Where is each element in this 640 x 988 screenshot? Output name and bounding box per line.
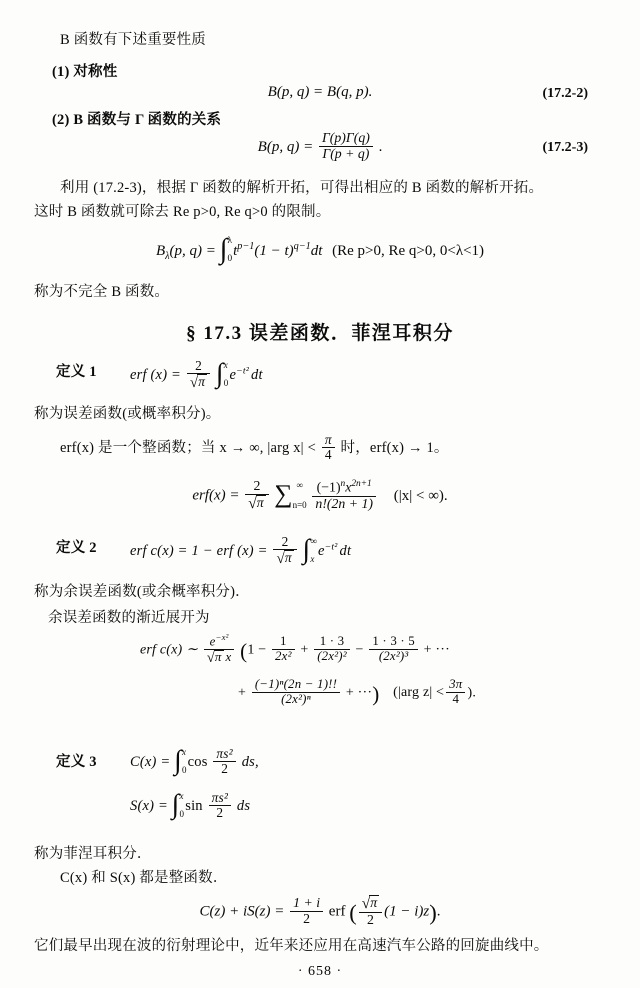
sqrt-icon: √ (276, 551, 285, 568)
incomplete-beta-condition: (Re p>0, Re q>0, 0<λ<1) (332, 243, 485, 260)
fraction-numerator: 3π (449, 676, 463, 691)
fraction-denominator: n!(2n + 1) (312, 496, 376, 512)
fraction-denominator: 2 (209, 805, 231, 820)
integral-lower-limit: 0 (181, 765, 187, 776)
equation-erfc-asymptotic-line2 (238, 678, 476, 708)
paragraph-erf-name: 称为误差函数(或概率积分)。 (34, 406, 221, 422)
integral-sign: ∫ (216, 357, 224, 389)
series-sign-exponent: n (340, 479, 346, 490)
fraction-denominator (204, 649, 235, 666)
integral-upper-limit: λ (227, 236, 232, 246)
equation-beta-gamma-lhs: B(p, q) = (257, 138, 314, 155)
integral-lower-limit: 0 (227, 254, 233, 265)
fresnel-s-lhs: S(x) = (130, 798, 168, 815)
open-paren: ( (240, 639, 248, 664)
series-condition: (|x| < ∞). (393, 487, 448, 504)
page-number: · 658 · (297, 964, 343, 979)
integral-upper-limit: x (223, 360, 228, 371)
asymptotic-term-1 (272, 635, 295, 664)
property-1-label: (1) 对称性 (52, 64, 118, 80)
fraction-denominator: 2 (213, 761, 235, 776)
paragraph-erf-entire-tail: 时，erf(x) → 1。 (340, 440, 449, 457)
asymptotic-minus-1: − (355, 642, 364, 658)
fraction-denominator (187, 373, 210, 390)
series-x: x (345, 479, 352, 495)
asymptotic-term-3 (369, 635, 418, 664)
fraction-denominator: Γ(p + q) (319, 146, 373, 162)
fraction-numerator: 1 + i (293, 894, 321, 910)
definition-2-equation (130, 533, 352, 568)
incomplete-beta-subscript: λ (165, 251, 170, 263)
integrand-t-exponent: p−1 (237, 241, 255, 253)
paragraph-erfc-name: 称为余误差函数(或余概率积分)． (34, 584, 250, 600)
fresnel-argument-fraction (209, 791, 231, 821)
sqrt-radicand: π (256, 494, 264, 510)
integrand-one-minus-t: (1 − t) (254, 243, 294, 260)
fresnel-argument-fraction (213, 747, 235, 777)
definition-3-equation-s (130, 788, 251, 822)
sqrt-icon: √ (361, 895, 371, 912)
integral-sign: ∫ (302, 533, 311, 565)
fraction-numerator: πs² (216, 746, 233, 761)
fraction-numerator: Γ(p)Γ(q) (321, 130, 370, 145)
erfc-prefactor-fraction (273, 535, 296, 567)
integral-lower-limit: x (310, 554, 315, 565)
integrand-dt: dt (251, 367, 263, 384)
equation-beta-gamma-period: . (378, 138, 383, 155)
paragraph-erf-entire (60, 434, 449, 464)
fraction-numerator: π (324, 432, 332, 447)
asymptotic-plus-2: + (238, 685, 247, 701)
summation-upper-limit: ∞ (296, 480, 303, 491)
pi-over-four-fraction (322, 433, 335, 463)
integrand-t: t (233, 243, 238, 260)
asymptotic-term-n (252, 678, 340, 707)
fresnel-c-lhs: C(x) = (130, 754, 171, 771)
erf-function: erf (328, 903, 346, 920)
equation-number-17-2-2: (17.2-2) (542, 86, 588, 101)
fraction-denominator: (2x²)² (314, 649, 350, 664)
definition-1-label: 定义 1 (56, 364, 97, 380)
paragraph-erf-entire-text: erf(x) 是一个整函数；当 x → ∞, |arg x| < (60, 440, 316, 457)
equation-erfc-asymptotic-line1 (140, 634, 450, 667)
incomplete-beta-symbol: B (155, 243, 166, 260)
fresnel-relation-lhs: C(z) + iS(z) = (199, 903, 285, 920)
fresnel-relation-period: . (436, 903, 441, 920)
fraction-numerator (204, 633, 235, 649)
sqrt-radicand: π (198, 374, 206, 390)
integral-lower-limit: 0 (223, 378, 229, 389)
fraction-denominator: (2x²)³ (369, 649, 418, 664)
sine-function: sin (185, 798, 203, 815)
integrand-q-exponent: q−1 (293, 241, 311, 253)
fresnel-relation-argument: (1 − i)z (384, 903, 430, 920)
asymptotic-condition-prefix: (|arg z| < (393, 685, 445, 701)
integral-sign: ∫ (174, 744, 182, 776)
integrand-exponent: −t² (236, 365, 250, 377)
equation-incomplete-beta (0, 234, 640, 266)
fraction-denominator (245, 494, 268, 512)
property-2-label: (2) B 函数与 Γ 函数的关系 (52, 112, 222, 128)
integrand-dt: dt (310, 243, 323, 260)
sqrt-radicand: π (214, 650, 222, 665)
denominator-x: x (225, 650, 232, 665)
asymptotic-condition-suffix: ). (467, 685, 477, 701)
equation-beta-gamma-fraction (319, 131, 373, 162)
sqrt-radicand: π (370, 895, 378, 910)
fraction-denominator: 4 (322, 447, 335, 462)
fraction-numerator: 1 (280, 633, 287, 648)
fraction-denominator: 2 (290, 911, 323, 927)
summation-lower-limit: n=0 (292, 500, 307, 511)
definition-3-equation-c (130, 744, 259, 778)
fraction-numerator: (−1)ⁿ(2n − 1)!! (254, 676, 338, 691)
integral-limits (182, 748, 187, 775)
definition-2-label: 定义 2 (56, 540, 97, 556)
summation-limits (293, 481, 307, 511)
erf-lhs: erf (x) = (130, 367, 182, 384)
paragraph-applications: 它们最早出现在波的衍射理论中，近年来还应用在高速汽车公路的回旋曲线中。 (34, 938, 549, 954)
numerator-e: e (209, 634, 216, 649)
integrand-e: e (229, 367, 237, 384)
fraction-numerator (359, 895, 382, 912)
definition-3-label: 定义 3 (56, 754, 97, 770)
equation-fresnel-erf-relation (0, 896, 640, 929)
definition-1-equation (130, 357, 263, 392)
numerator-exponent: −x² (215, 632, 229, 642)
fraction-numerator (312, 479, 376, 495)
fraction-denominator: 4 (446, 692, 465, 707)
fraction-denominator: 2x² (272, 649, 295, 664)
series-x-exponent: 2n+1 (351, 479, 372, 490)
cosine-function: cos (187, 754, 208, 771)
asymptotic-condition-fraction (446, 678, 465, 707)
close-paren: ) (372, 682, 380, 706)
sqrt-radicand: π (284, 550, 292, 566)
integral-limits (180, 792, 185, 819)
paragraph-fresnel-entire: C(x) 和 S(x) 都是整函数． (60, 870, 228, 886)
integral-upper-limit: x (179, 791, 184, 802)
sqrt-icon: √ (248, 494, 257, 512)
series-sign-base: (−1) (316, 479, 341, 495)
series-term-fraction (312, 479, 376, 511)
one-plus-i-over-two (290, 896, 323, 927)
integral-lower-limit: 0 (179, 809, 185, 820)
asymptotic-lhs: erf c(x) ∼ (140, 642, 199, 658)
section-heading: § 17.3 误差函数．菲涅耳积分 (186, 323, 454, 344)
equation-number-17-2-3: (17.2-3) (542, 140, 588, 155)
asymptotic-ellipsis-1: + ··· (423, 642, 451, 658)
integrand-e: e (317, 543, 325, 560)
intro-line: B 函数有下述重要性质 (60, 32, 206, 48)
erf-series-lhs: erf(x) = (192, 487, 240, 504)
fraction-denominator: 2 (359, 912, 382, 928)
integral-limits (224, 361, 229, 388)
integrand-ds: ds (236, 798, 251, 815)
erf-prefactor-fraction (187, 359, 210, 391)
fraction-numerator: 2 (253, 478, 261, 493)
erfc-lhs: erf c(x) = 1 − erf (x) = (130, 543, 268, 560)
open-paren: ( (349, 900, 357, 926)
integral-upper-limit: ∞ (310, 536, 317, 547)
fraction-numerator: 2 (281, 534, 289, 549)
equation-symmetry-text: B(p, q) = B(q, p). (267, 84, 373, 100)
asymptotic-ellipsis-2: + ··· (345, 685, 373, 701)
asymptotic-term-2 (314, 635, 350, 664)
equation-erf-series (0, 480, 640, 513)
paragraph-incomplete-beta-name: 称为不完全 B 函数。 (34, 284, 170, 300)
integrand-dt: dt (339, 543, 352, 560)
integral-limits (310, 537, 317, 564)
paragraph-analytic-continuation-line1: 利用 (17.2-3)，根据 Γ 函数的解析开拓，可得出相应的 B 函数的解析开拓。 (60, 180, 544, 196)
sqrt-pi-over-two (359, 895, 382, 928)
sqrt-icon: √ (189, 375, 199, 392)
erf-series-prefactor (245, 479, 268, 512)
asymptotic-first-terms: 1 − (247, 642, 267, 658)
fraction-numerator: πs² (211, 790, 229, 805)
fraction-numerator: 1 · 3 (319, 633, 345, 648)
sqrt-icon: √ (206, 650, 215, 667)
fraction-denominator: (2x²)ⁿ (252, 692, 340, 707)
integral-sign: ∫ (171, 788, 180, 820)
integrand-exponent: −t² (324, 541, 338, 553)
paragraph-fresnel-name: 称为菲涅耳积分． (34, 846, 152, 862)
paragraph-asymptotic-intro: 余误差函数的渐近展开为 (48, 610, 210, 626)
integral-sign: ∫ (219, 234, 228, 266)
fraction-numerator: 1 · 3 · 5 (372, 633, 415, 648)
asymptotic-plus-1: + (300, 642, 309, 658)
fraction-numerator: 2 (195, 358, 202, 373)
incomplete-beta-args: (p, q) = (169, 243, 216, 260)
paragraph-analytic-continuation-line2: 这时 B 函数就可除去 Re p>0, Re q>0 的限制。 (34, 204, 331, 220)
summation-sign: ∑ (274, 478, 293, 508)
fraction-denominator (273, 549, 296, 566)
integrand-ds: ds, (241, 754, 259, 771)
integral-upper-limit: x (181, 747, 187, 758)
asymptotic-prefactor-fraction (204, 633, 235, 666)
close-paren: ) (429, 900, 437, 926)
integral-limits (227, 237, 232, 265)
